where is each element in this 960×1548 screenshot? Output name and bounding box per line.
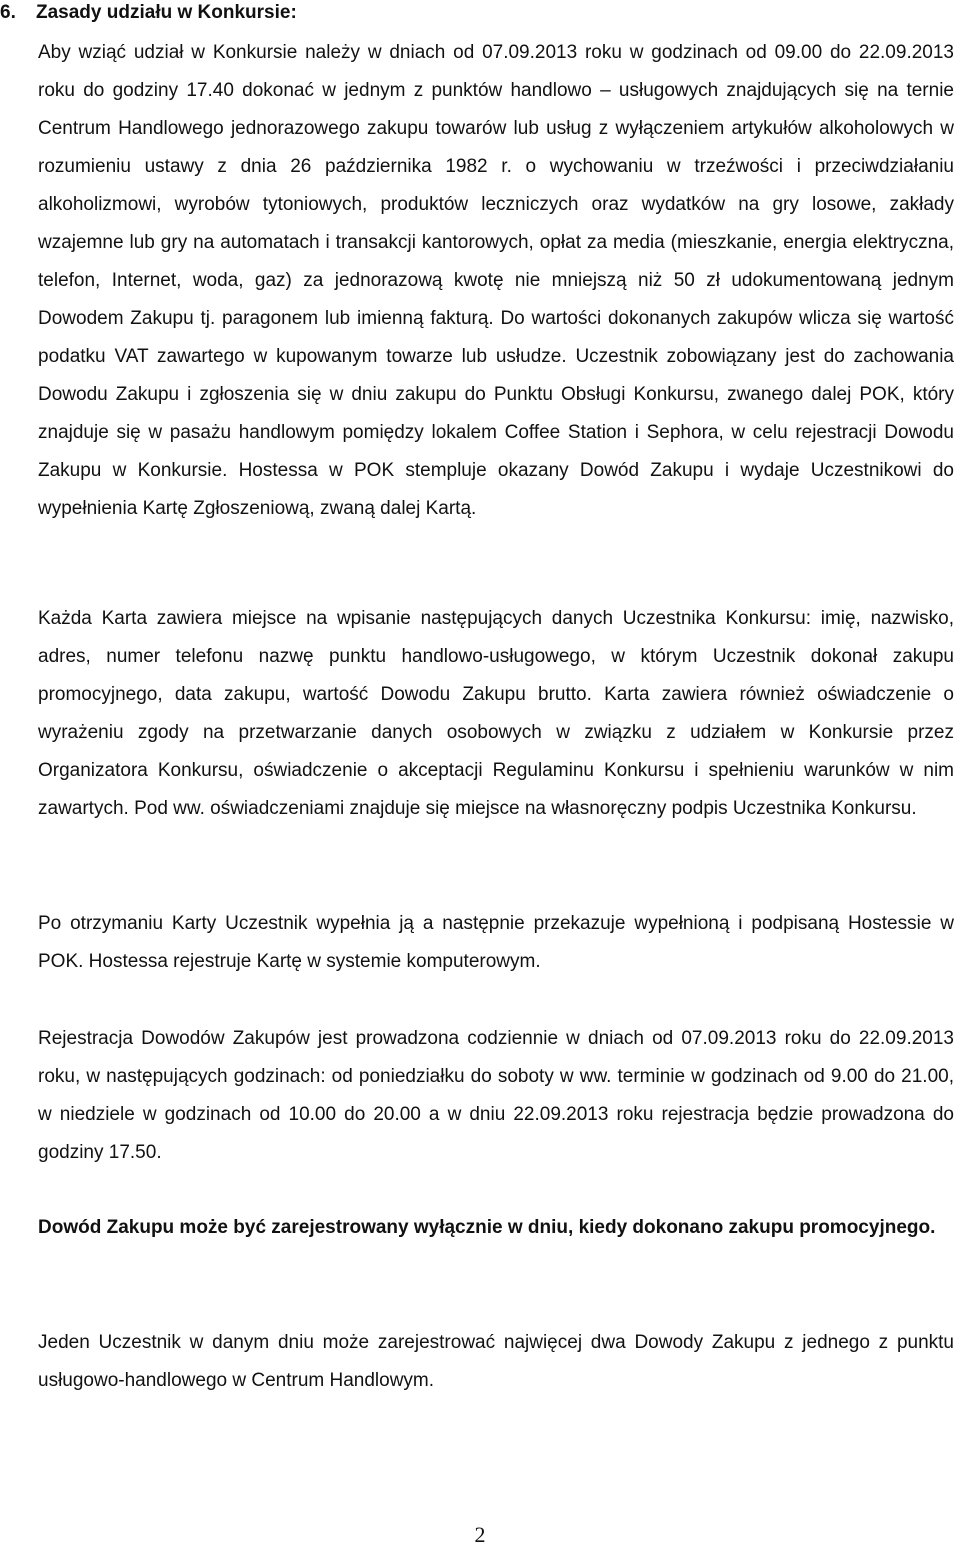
section-number: 6. — [0, 2, 16, 23]
section-title: Zasady udziału w Konkursie: — [36, 2, 297, 23]
paragraph-registration-limit: Jeden Uczestnik w danym dniu może zarejestrować najwięcej dwa Dowody Zakupu z jednego z punktu usługowo-handlowego w Centrum Handlowym. — [38, 1332, 954, 1391]
paragraph-card-contents: Każda Karta zawiera miejsce na wpisanie następujących danych Uczestnika Konkursu: imię, nazwisko, adres, numer telefonu nazwę punktu handlowo-usługowego, w którym Uczestnik dokonał zakupu promocyjnego, data zakupu, wartość Dowodu Zakupu brutto. Karta zawiera również oświadczenie o wyrażeniu zgody na przetwarzanie danych osobowych w związku z udziałem w Konkursie przez Organizatora Konkursu, oświadczenie o akceptacji Regulaminu Konkursu i spełnieniu warunków w nim zawartych. Pod ww. oświadczeniami znajduje się miejsce na własnoręczny podpis Uczestnika Konkursu. — [38, 608, 954, 819]
section-heading — [0, 2, 297, 24]
paragraph-participation-rules: Aby wziąć udział w Konkursie należy w dniach od 07.09.2013 roku w godzinach od 09.00 do 22.09.2013 roku do godziny 17.40 dokonać w jednym z punktów handlowo – usługowych znajdujących się na ternie Centrum Handlowego jednorazowego zakupu towarów lub usług z wyłączeniem artykułów alkoholowych w rozumieniu ustawy z dnia 26 października 1982 r. o wychowaniu w trzeźwości i przeciwdziałaniu alkoholizmowi, wyrobów tytoniowych, produktów leczniczych oraz wydatków na gry losowe, zakłady wzajemne lub gry na automatach i transakcji kantorowych, opłat za media (mieszkanie, energia elektryczna, telefon, Internet, woda, gaz) za jednorazową kwotę nie mniejszą niż 50 zł udokumentowaną jednym Dowodem Zakupu tj. paragonem lub imienną fakturą. Do wartości dokonanych zakupów wlicza się wartość podatku VAT zawartego w kupowanym towarze lub usłudze. Uczestnik zobowiązany jest do zachowania Dowodu Zakupu i zgłoszenia się w dniu zakupu do Punktu Obsługi Konkursu, zwanego dalej POK, który znajduje się w pasażu handlowym pomiędzy lokalem Coffee Station i Sephora, w celu rejestracji Dowodu Zakupu w Konkursie. Hostessa w POK stempluje okazany Dowód Zakupu i wydaje Uczestnikowi do wypełnienia Kartę Zgłoszeniową, zwaną dalej Kartą. — [38, 42, 954, 519]
paragraph-registration-hours: Rejestracja Dowodów Zakupów jest prowadzona codziennie w dniach od 07.09.2013 roku do 22.09.2013 roku, w następujących godzinach: od poniedziałku do soboty w ww. terminie w godzinach od 9.00 do 21.00, w niedziele w godzinach od 10.00 do 20.00 a w dniu 22.09.2013 roku rejestracja będzie prowadzona do godziny 17.50. — [38, 1028, 954, 1163]
paragraph-registration-same-day: Dowód Zakupu może być zarejestrowany wyłącznie w dniu, kiedy dokonano zakupu promocyjnego. — [38, 1217, 936, 1238]
paragraph-card-submission: Po otrzymaniu Karty Uczestnik wypełnia ją a następnie przekazuje wypełnioną i podpisaną Hostessie w POK. Hostessa rejestruje Kartę w systemie komputerowym. — [38, 913, 954, 972]
page-number: 2 — [474, 1522, 486, 1547]
